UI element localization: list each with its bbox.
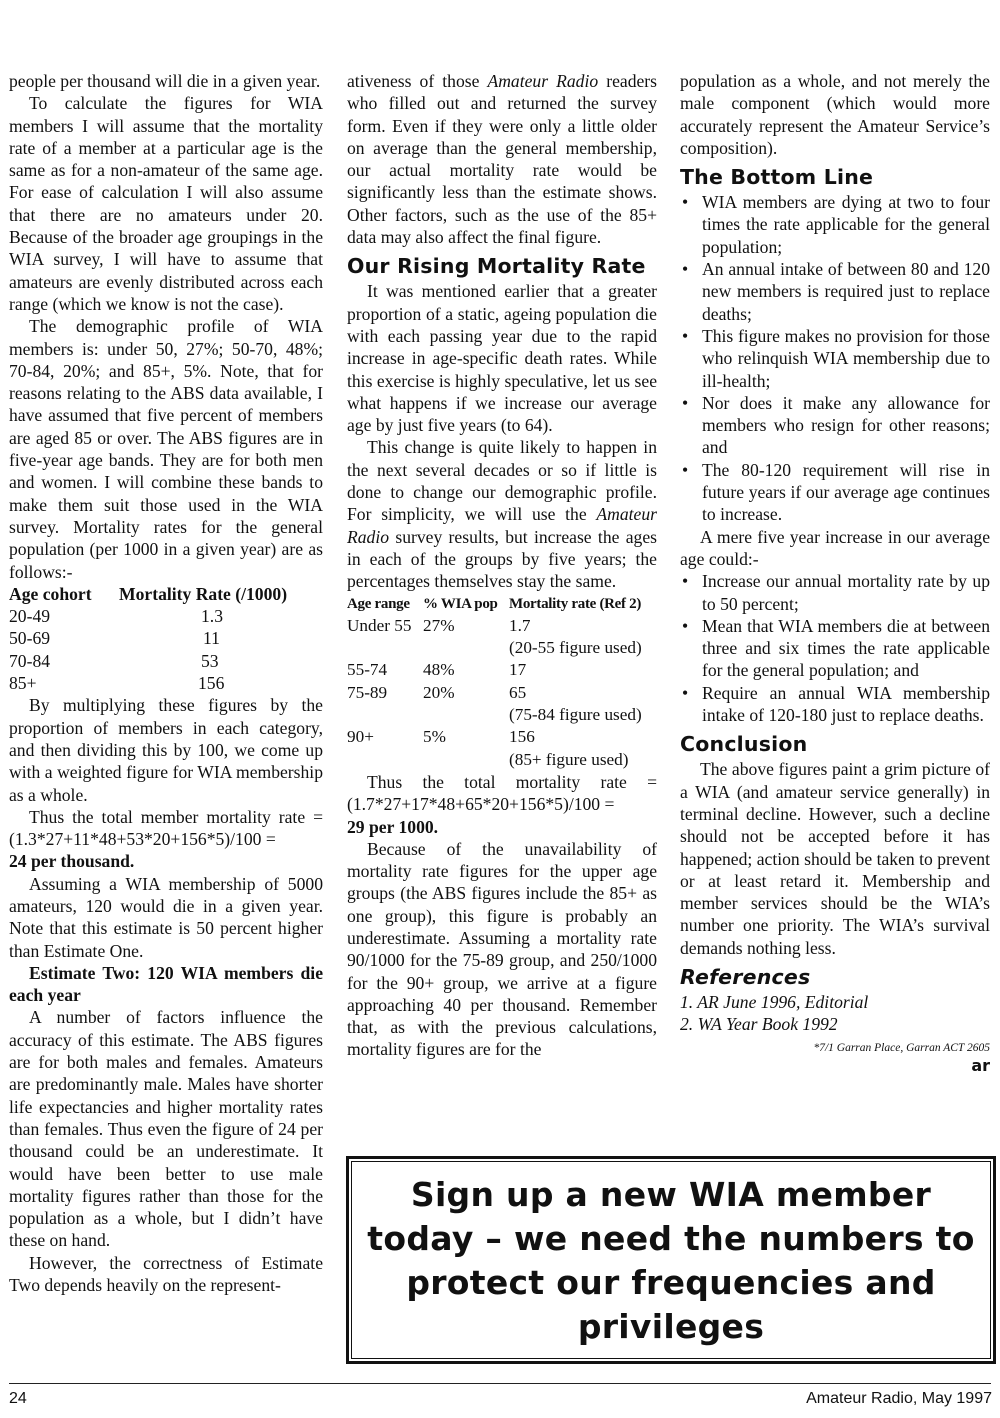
table-cell <box>347 749 423 771</box>
table-cell: 1.3 <box>201 606 223 627</box>
table-header: Age cohort <box>9 583 92 604</box>
list-item: • The 80-120 requirement will rise in future years if our average age continues to increase. <box>680 459 990 526</box>
table-cell: 50-69 <box>9 628 51 649</box>
result <box>9 850 323 872</box>
paragraph: A number of factors influence the accuracy of this estimate. The ABS figures are for both males and females. Amateurs are predominantly male. Males have shorter life expectancies and higher mortality rates than females. Thus even the figure of 24 per thousand could be an underestimate. It would have been better to use male mortality figures rather than those for the population as a whole, but I didn’t have these on hand. <box>9 1007 323 1251</box>
table-row <box>347 749 657 771</box>
table-cell: 70-84 <box>9 650 51 671</box>
paragraph: The above figures paint a grim picture of a WIA (and amateur service generally) in terminal decline. However, such a decline should not be accepted before it has happened; action should be taken to prevent or at least retard it. Membership and member services should be the WIA’s number one priority. The WIA’s survival demands nothing less. <box>680 759 990 958</box>
text-run: ativeness of those <box>347 71 488 91</box>
italic-title: Amateur Radio <box>347 504 657 547</box>
references-list <box>680 991 990 1036</box>
promo-line: today – we need the numbers to <box>367 1219 975 1258</box>
list-item: • Nor does it make any allowance for members who resign for other reasons; and <box>680 392 990 459</box>
table-header: % WIA pop <box>423 595 498 612</box>
table-cell: 1.7 <box>509 615 531 635</box>
paragraph <box>347 70 657 248</box>
paragraph: Thus the total mortality rate = (1.7*27+17*48+65*20+156*5)/100 = <box>347 771 657 815</box>
table-cell: 17 <box>509 660 527 680</box>
section-heading: References <box>680 964 811 989</box>
projected-mortality-table <box>347 593 657 771</box>
table-header-row <box>347 593 657 615</box>
paragraph: Thus the total member mortality rate = (1.3*27+11*48+53*20+156*5)/100 = <box>9 806 323 850</box>
table-cell: 55-74 <box>347 660 388 680</box>
paragraph: To calculate the figures for WIA members I will assume that the mortality rate of a member at a particular age is the same as for a non-amateur of the same age. For ease of calculation I will also assume that there are no amateurs under 20. Because of the broader age groupings in the WIA survey, I will have to assume that amateurs are evenly distributed across each range (which we know is not the case). <box>9 93 323 314</box>
paragraph: people per thousand will die in a given year. <box>9 71 321 91</box>
table-header: Mortality rate (Ref 2) <box>509 595 642 612</box>
list-item: • This figure makes no provision for those who relinquish WIA membership due to ill-health; <box>680 325 990 392</box>
result-value: 29 per 1000. <box>347 816 439 837</box>
table-cell <box>347 704 423 726</box>
table-row <box>9 672 323 694</box>
table-cell: 20-49 <box>9 606 51 627</box>
table-cell: (75-84 figure used) <box>509 705 642 725</box>
promo-box <box>346 1156 996 1364</box>
reference-item: 2. WA Year Book 1992 <box>680 1014 838 1035</box>
table-row <box>9 605 323 627</box>
table-cell <box>423 637 509 659</box>
table-cell: 156 <box>509 727 535 747</box>
promo-line: protect our frequencies and <box>406 1263 936 1302</box>
table-cell: 156 <box>198 673 225 694</box>
section-heading: The Bottom Line <box>680 165 874 190</box>
table-cell <box>423 704 509 726</box>
publication-line: Amateur Radio, May 1997 <box>806 1390 992 1407</box>
table-row <box>347 659 657 681</box>
list-item: • Increase our annual mortality rate by up to 50 percent; <box>680 570 990 615</box>
table-row <box>347 615 657 637</box>
page-number: 24 <box>9 1390 27 1407</box>
list-item: • Mean that WIA members die at between three and six times the rate applicable for the general population; and <box>680 615 990 682</box>
table-cell: 20% <box>423 682 455 702</box>
table-cell: (20-55 figure used) <box>509 638 642 658</box>
table-cell: 85+ <box>9 673 37 694</box>
column-3 <box>680 70 990 1076</box>
paragraph: It was mentioned earlier that a greater proportion of a static, ageing population die with each passing year due to the rapid increase in age-specific death rates. While this exercise is highly speculative, let us see what happens if we increase our average age by just five years (to 64). <box>347 281 657 436</box>
table-row <box>9 650 323 672</box>
article-end-mark: ar <box>971 1055 990 1075</box>
promo-text <box>349 1173 993 1349</box>
footer-rule <box>9 1383 991 1384</box>
table-cell: 11 <box>203 628 220 649</box>
table-header: Mortality Rate (/1000) <box>119 583 288 604</box>
table-row <box>9 627 323 649</box>
promo-line: Sign up a new WIA member <box>410 1175 932 1214</box>
section-heading: Our Rising Mortality Rate <box>347 254 646 279</box>
section-heading: Conclusion <box>680 732 808 757</box>
table-cell: 5% <box>423 727 446 747</box>
table-cell: 27% <box>423 615 455 635</box>
table-cell: 53 <box>201 650 219 671</box>
table-cell: 48% <box>423 660 455 680</box>
table-cell: 75-89 <box>347 682 388 702</box>
mortality-rate-table <box>9 583 323 694</box>
column-2 <box>347 70 657 1061</box>
increase-effects-list <box>680 570 990 726</box>
table-cell: 90+ <box>347 727 374 747</box>
table-cell: Under 55 <box>347 615 412 635</box>
text-run: This change is quite likely to happen in the next several decades or so if little is done to change our demographic profile. For simplicity, we will use the <box>347 437 657 525</box>
paragraph: However, the correctness of Estimate Two depends heavily on the represent- <box>9 1252 323 1296</box>
bottom-line-list <box>680 191 990 525</box>
author-address: *7/1 Garran Place, Garran ACT 2605 <box>813 1041 990 1054</box>
result-value: 24 per thousand. <box>9 851 135 872</box>
paragraph: By multiplying these figures by the proportion of members in each category, and then dividing this by 100, we come up with a weighted figure for WIA membership as a whole. <box>9 695 323 805</box>
paragraph: A mere five year increase in our average age could:- <box>680 526 990 569</box>
result <box>347 816 657 838</box>
paragraph: Because of the unavailability of mortality rate figures for the upper age groups (the ABS figures include the 85+ as one group), this figure is probably an underestimate. Assuming a mortality rate 90/1000 for the 75-89 group, and 250/1000 for the 90+ group, we arrive at a figure approaching 40 per thousand. Remember that, as with the previous calculations, mortality figures are for the <box>347 838 657 1060</box>
list-item: • Require an annual WIA membership intake of 120-180 just to replace deaths. <box>680 682 990 727</box>
table-row <box>347 682 657 704</box>
italic-title: Amateur Radio <box>487 71 599 91</box>
paragraph: Assuming a WIA membership of 5000 amateurs, 120 would die in a given year. Note that this estimate is 50 percent higher than Estimate One. <box>9 873 323 961</box>
promo-line: privileges <box>577 1307 765 1346</box>
list-item: • WIA members are dying at two to four times the rate applicable for the general population; <box>680 191 990 258</box>
subheading: Estimate Two: 120 WIA members die each year <box>9 962 323 1006</box>
paragraph: The demographic profile of WIA members is: under 50, 27%; 50-70, 48%; 70-84, 20%; and 85+, 5%. Note, that for reasons relating to the ABS data available, I have assumed that five percent of members are aged 85 or over. The ABS figures are in five-year age bands. They are for both men and women. I will combine these bands to make them suit those used in the WIA survey. Mortality rates for the general population (per 1000 in a given year) are as follows:- <box>9 316 323 582</box>
table-row <box>347 704 657 726</box>
reference-item: 1. AR June 1996, Editorial <box>680 991 869 1012</box>
table-cell: 65 <box>509 682 527 702</box>
table-cell <box>347 637 423 659</box>
column-1 <box>9 70 323 1296</box>
text-run: survey results, but increase the ages in each of the groups by five years; the percentages themselves stay the same. <box>347 526 657 592</box>
list-item: • An annual intake of between 80 and 120 new members is required just to replace deaths; <box>680 258 990 325</box>
table-cell <box>423 749 509 771</box>
table-header-row <box>9 583 323 605</box>
table-row <box>347 726 657 748</box>
text-run: readers who filled out and returned the survey form. Even if they were only a little older on average than the general membership, our actual mortality rate would be significantly less than the estimate shows. Other factors, such as the use of the 85+ data may also affect the final figure. <box>347 71 658 248</box>
table-cell: (85+ figure used) <box>509 749 629 769</box>
paragraph <box>347 436 657 592</box>
paragraph: population as a whole, and not merely the male component (which would more accurately represent the Amateur Service’s composition). <box>680 71 990 158</box>
table-row <box>347 637 657 659</box>
table-header: Age range <box>347 595 410 612</box>
